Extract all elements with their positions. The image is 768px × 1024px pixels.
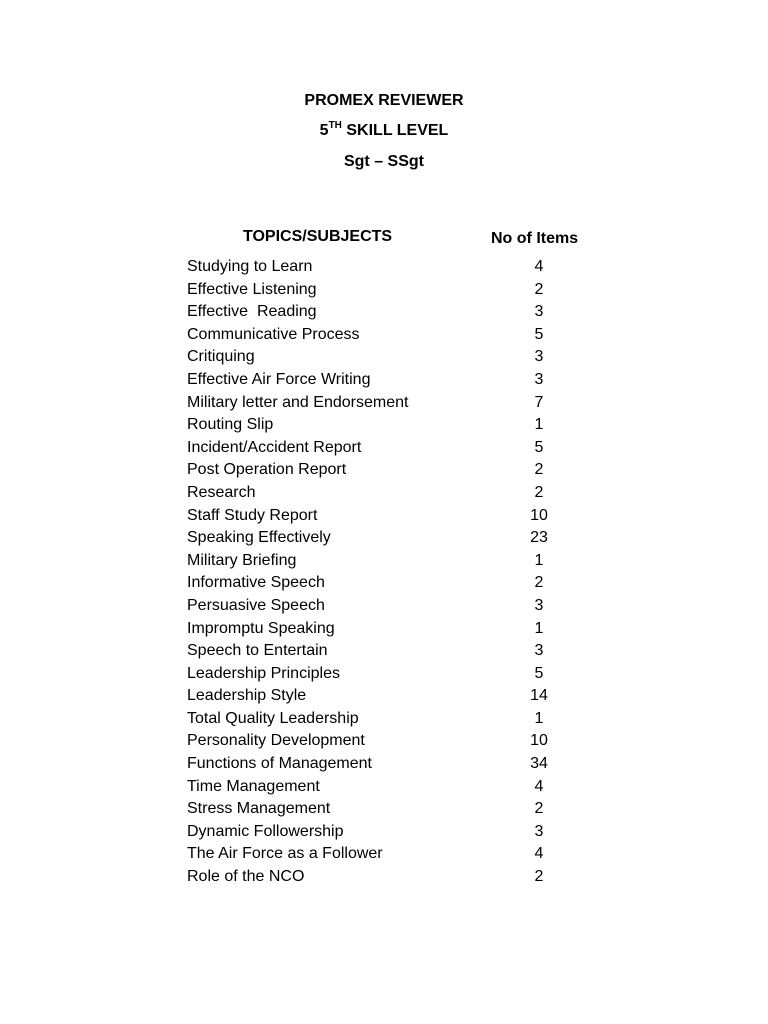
topics-list <box>187 256 567 889</box>
table-row <box>187 753 567 776</box>
item-count: 2 <box>534 800 544 818</box>
table-row <box>187 505 567 528</box>
topic-label: Incident/Accident Report <box>187 438 362 456</box>
item-count: 5 <box>534 325 544 343</box>
topic-label: Speech to Entertain <box>187 642 328 660</box>
topic-label: Research <box>187 483 256 501</box>
topic-label: Functions of Management <box>187 755 372 773</box>
document-title: PROMEX REVIEWER <box>304 92 464 109</box>
topic-label: Dynamic Followership <box>187 822 344 840</box>
table-row <box>187 256 567 279</box>
topic-label: Leadership Style <box>187 687 307 705</box>
table-row <box>187 414 567 437</box>
topic-label: Impromptu Speaking <box>187 619 335 637</box>
item-count: 1 <box>534 619 544 637</box>
item-count: 1 <box>534 551 544 569</box>
items-column-header: No of Items <box>491 230 579 247</box>
topic-label: Total Quality Leadership <box>187 709 359 727</box>
item-count: 14 <box>530 687 548 705</box>
item-count: 1 <box>534 709 544 727</box>
table-row <box>187 708 567 731</box>
table-row <box>187 346 567 369</box>
table-row <box>187 437 567 460</box>
topic-label: Speaking Effectively <box>187 529 331 547</box>
topic-label: Communicative Process <box>187 325 360 343</box>
topic-label: Staff Study Report <box>187 506 318 524</box>
skill-level-label: SKILL LEVEL <box>341 122 449 139</box>
table-row <box>187 324 567 347</box>
topic-label: Effective Reading <box>187 303 317 321</box>
item-count: 5 <box>534 438 544 456</box>
table-row <box>187 798 567 821</box>
topic-label: Role of the NCO <box>187 868 305 886</box>
topics-column-header: TOPICS/SUBJECTS <box>243 228 393 245</box>
item-count: 4 <box>534 845 544 863</box>
table-row <box>187 482 567 505</box>
topic-label: Informative Speech <box>187 574 325 592</box>
topic-label: The Air Force as a Follower <box>187 845 383 863</box>
item-count: 3 <box>534 596 544 614</box>
topic-label: Stress Management <box>187 800 331 818</box>
item-count: 10 <box>530 506 548 524</box>
item-count: 2 <box>534 483 544 501</box>
topic-label: Effective Listening <box>187 280 317 298</box>
item-count: 5 <box>534 664 544 682</box>
item-count: 3 <box>534 303 544 321</box>
table-row <box>187 776 567 799</box>
table-row <box>187 279 567 302</box>
table-row <box>187 866 567 889</box>
item-count: 3 <box>534 822 544 840</box>
item-count: 10 <box>530 732 548 750</box>
table-row <box>187 618 567 641</box>
item-count: 3 <box>534 370 544 388</box>
table-row <box>187 843 567 866</box>
topic-label: Personality Development <box>187 732 365 750</box>
skill-level-ordinal-suffix: TH <box>328 119 342 131</box>
table-row <box>187 527 567 550</box>
table-row <box>187 301 567 324</box>
table-row <box>187 595 567 618</box>
item-count: 1 <box>534 416 544 434</box>
skill-level-heading <box>0 121 768 141</box>
topic-label: Studying to Learn <box>187 258 313 275</box>
table-row <box>187 640 567 663</box>
table-row <box>187 369 567 392</box>
item-count: 2 <box>534 868 544 886</box>
topic-label: Routing Slip <box>187 416 274 434</box>
item-count: 3 <box>534 348 544 366</box>
table-row <box>187 550 567 573</box>
table-row <box>187 821 567 844</box>
table-row <box>187 730 567 753</box>
topic-label: Persuasive Speech <box>187 596 325 614</box>
table-row <box>187 392 567 415</box>
table-row <box>187 572 567 595</box>
topic-label: Military Briefing <box>187 551 297 569</box>
item-count: 34 <box>530 755 548 773</box>
topic-label: Post Operation Report <box>187 461 347 479</box>
item-count: 7 <box>534 393 544 411</box>
table-row <box>187 459 567 482</box>
table-row <box>187 663 567 686</box>
item-count: 2 <box>534 280 544 298</box>
item-count: 2 <box>534 461 544 479</box>
topic-label: Leadership Principles <box>187 664 340 682</box>
skill-level-number: 5 <box>319 122 329 139</box>
topic-label: Effective Air Force Writing <box>187 370 371 388</box>
item-count: 4 <box>534 258 544 275</box>
item-count: 2 <box>534 574 544 592</box>
table-row <box>187 685 567 708</box>
item-count: 4 <box>534 777 544 795</box>
topic-label: Critiquing <box>187 348 255 366</box>
rank-range-heading: Sgt – SSgt <box>343 153 424 170</box>
topic-label: Military letter and Endorsement <box>187 393 409 411</box>
topic-label: Time Management <box>187 777 320 795</box>
item-count: 23 <box>530 529 548 547</box>
item-count: 3 <box>534 642 544 660</box>
